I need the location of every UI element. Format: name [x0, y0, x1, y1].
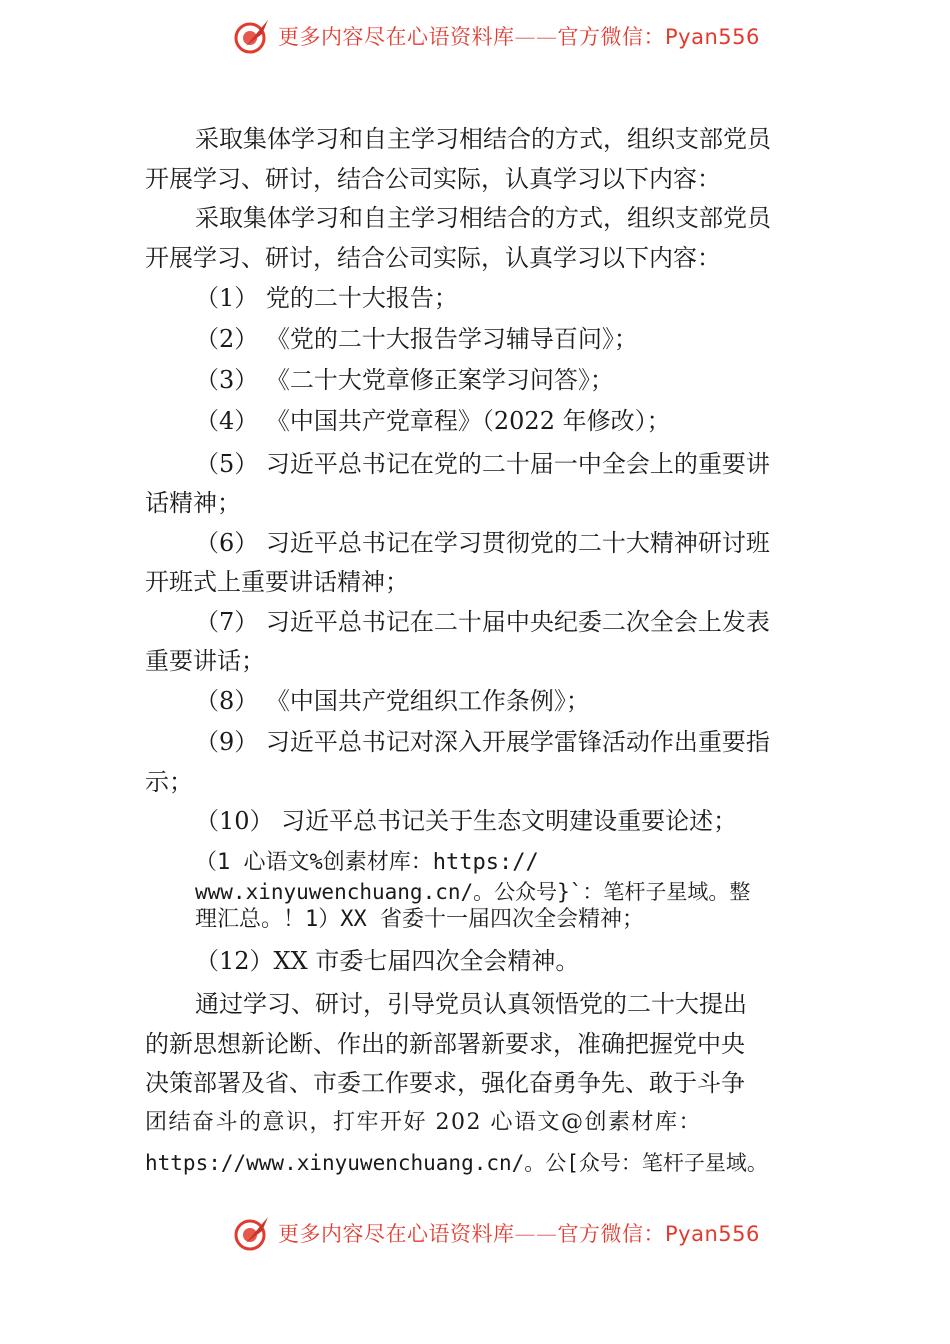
list-item-1: （1） 党的二十大报告； — [195, 284, 458, 312]
paragraph-3-line-4: 团结奋斗的意识，打牢开好 202 心语文@创素材库： — [145, 1110, 702, 1135]
list-item-5-line-1: （5） 习近平总书记在党的二十届一中全会上的重要讲 — [195, 450, 770, 478]
header-banner-text: 更多内容尽在心语资料库——官方微信：Pyan556 — [278, 25, 760, 49]
paragraph-2-line-1: 采取集体学习和自主学习相结合的方式，组织支部党员 — [195, 204, 771, 232]
list-item-4: （4） 《中国共产党章程》（2022 年修改）； — [195, 407, 671, 435]
paragraph-3-line-5: https://www.xinyuwenchuang.cn/。公[众号：笔杆子星域。 — [145, 1151, 768, 1175]
list-item-6-line-1: （6） 习近平总书记在学习贯彻党的二十大精神研讨班 — [195, 529, 770, 557]
list-item-8: （8） 《中国共产党组织工作条例》； — [195, 687, 590, 715]
list-item-9-line-1: （9） 习近平总书记对深入开展学雷锋活动作出重要指 — [195, 728, 770, 756]
quill-logo-icon — [232, 1213, 272, 1253]
list-item-6-line-2: 开班式上重要讲话精神； — [145, 568, 409, 596]
list-item-9-line-2: 示； — [145, 768, 193, 796]
list-item-3: （3） 《二十大党章修正案学习问答》； — [195, 366, 614, 394]
list-item-7-line-2: 重要讲话； — [145, 647, 265, 675]
list-item-2: （2） 《党的二十大报告学习辅导百问》； — [195, 325, 638, 353]
paragraph-1-line-1: 采取集体学习和自主学习相结合的方式，组织支部党员 — [195, 125, 771, 153]
paragraph-3-line-1: 通过学习、研讨，引导党员认真领悟党的二十大提出 — [195, 990, 747, 1018]
list-item-7-line-1: （7） 习近平总书记在二十届中央纪委二次全会上发表 — [195, 608, 770, 636]
list-item-11-line-3: 理汇总。！1）XX 省委十一届四次全会精神； — [195, 907, 644, 932]
list-item-5-line-2: 话精神； — [145, 489, 241, 517]
list-item-10: （10） 习近平总书记关于生态文明建设重要论述； — [195, 807, 738, 835]
header-banner — [232, 14, 760, 58]
list-item-12: （12）XX 市委七届四次全会精神。 — [195, 947, 580, 975]
paragraph-2-line-2: 开展学习、研讨，结合公司实际，认真学习以下内容： — [145, 244, 721, 272]
paragraph-1-line-2: 开展学习、研讨，结合公司实际，认真学习以下内容： — [145, 165, 721, 193]
quill-logo-icon — [232, 16, 272, 56]
list-item-11-line-2: www.xinyuwenchuang.cn/。公众号}`：笔杆子星域。整 — [195, 880, 751, 904]
footer-banner-text: 更多内容尽在心语资料库——官方微信：Pyan556 — [278, 1222, 760, 1246]
list-item-11-line-1: （1 心语文%创素材库：https:// — [195, 850, 539, 875]
footer-banner — [232, 1211, 760, 1255]
paragraph-3-line-2: 的新思想新论断、作出的新部署新要求，准确把握党中央 — [145, 1030, 745, 1058]
paragraph-3-line-3: 决策部署及省、市委工作要求，强化奋勇争先、敢于斗争 — [145, 1069, 745, 1097]
